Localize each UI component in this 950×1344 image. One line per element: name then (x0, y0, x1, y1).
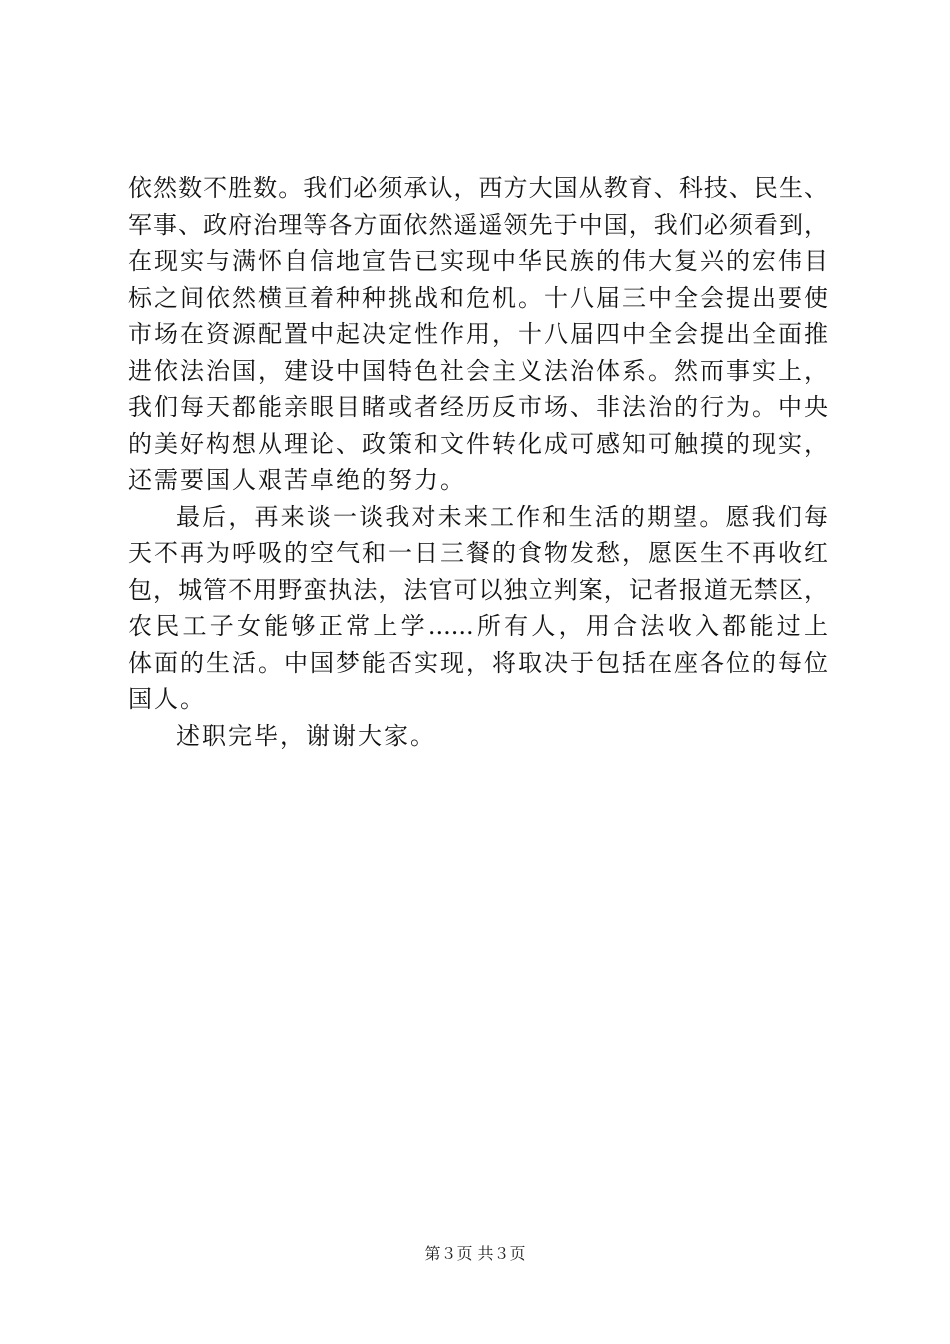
paragraph-2-line-2: 天不再为呼吸的空气和一日三餐的食物发愁，愿医生不再收红 (128, 539, 828, 567)
paragraph-1-line-3: 在现实与满怀自信地宣告已实现中华民族的伟大复兴的宏伟目 (128, 247, 828, 275)
paragraph-1-line-9: 还需要国人艰苦卓绝的努力。 (128, 466, 466, 494)
paragraph-1-line-1: 依然数不胜数。我们必须承认，西方大国从教育、科技、民生、 (128, 174, 828, 202)
paragraph-2-line-4: 农民工子女能够正常上学......所有人，用合法收入都能过上 (128, 612, 828, 640)
paragraph-2-line-3: 包，城管不用野蛮执法，法官可以独立判案，记者报道无禁区， (128, 575, 828, 604)
paragraph-1-line-6: 进依法治国，建设中国特色社会主义法治体系。然而事实上， (128, 356, 828, 385)
page-number-label: 第３页 共３页 (424, 1244, 526, 1263)
paragraph-2-line-6: 国人。 (128, 685, 206, 713)
paragraph-3-line-1: 述职完毕，谢谢大家。 (176, 721, 436, 750)
paragraph-1-line-8: 的美好构想从理论、政策和文件转化成可感知可触摸的现实， (128, 429, 828, 458)
paragraph-2-line-5: 体面的生活。中国梦能否实现，将取决于包括在座各位的每位 (128, 648, 828, 677)
paragraph-1-line-7: 我们每天都能亲眼目睹或者经历反市场、非法治的行为。中央 (128, 393, 828, 421)
page-footer (0, 1244, 950, 1264)
document-body (128, 170, 828, 754)
paragraph-2-line-1: 最后，再来谈一谈我对未来工作和生活的期望。愿我们每 (176, 502, 828, 531)
paragraph-1-line-4: 标之间依然横亘着种种挑战和危机。十八届三中全会提出要使 (128, 283, 828, 312)
paragraph-1-line-5: 市场在资源配置中起决定性作用，十八届四中全会提出全面推 (128, 320, 828, 348)
paragraph-1-line-2: 军事、政府治理等各方面依然遥遥领先于中国，我们必须看到， (128, 210, 828, 239)
